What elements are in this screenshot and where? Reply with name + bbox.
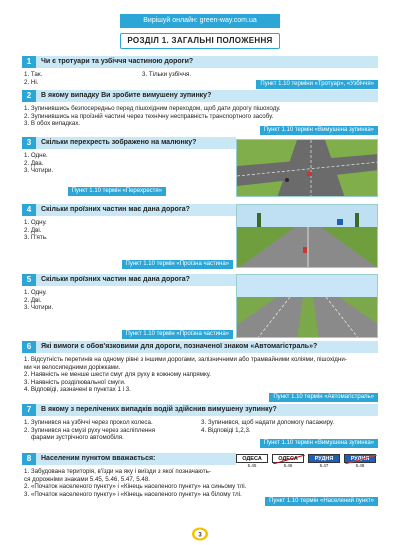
question-number: 3: [22, 137, 36, 149]
answer-item[interactable]: 3. «Початок населеного пункту» і «Кінець населеного пункту» на білому тлі.: [24, 490, 242, 498]
answer-list: [22, 465, 378, 498]
intersection-drawing: [237, 140, 378, 197]
page-number-badge: [191, 526, 209, 540]
rule-reference: Пункт 1.10 термін «Перехрестя»: [68, 187, 166, 196]
answer-item[interactable]: 4. Відповіді 1,2,3.: [201, 426, 251, 434]
question-number: 4: [22, 204, 36, 216]
answer-item[interactable]: 2. Наявність не менше шести смуг для руху в кожному напрямку.: [24, 371, 212, 379]
question-number: 8: [22, 453, 36, 465]
settlement-signs: [236, 454, 376, 469]
answer-item[interactable]: 2. Зупинився на смузі руху через засліплення: [24, 426, 156, 434]
question-4: [22, 204, 378, 267]
rule-reference: Пункт 1.10 термін «Населений пункт»: [265, 497, 378, 506]
answer-item-continued: фарами зустрічного автомобіля.: [31, 434, 124, 442]
answer-item[interactable]: 3. В обох випадках.: [24, 120, 81, 128]
answer-item[interactable]: 1. Одну.: [24, 289, 47, 296]
road-drawing: [237, 205, 378, 268]
rule-reference: Пункт 1.10 термін «Вимушена зупинка»: [260, 439, 378, 448]
question-text: Скільки проїзних частин має дана дорога?: [36, 204, 236, 216]
answer-list: [22, 102, 378, 128]
answer-item[interactable]: 2. «Початок населеного пункту» і «Кінець населеного пункту» на синьому тлі.: [24, 483, 247, 491]
answer-item[interactable]: 1. Забудована територія, в'їзди на яку і виїзди з якої позначають-: [24, 468, 211, 475]
road-illustration: [236, 204, 378, 268]
answer-item[interactable]: 3. Чотири.: [24, 167, 54, 175]
question-text: В якому випадку Ви зробите вимушену зупинку?: [36, 90, 378, 102]
sign-plate: ОДЕСА: [236, 454, 268, 463]
answer-item[interactable]: 1. Так.: [24, 71, 43, 78]
question-text: Скільки перехресть зображено на малюнку?: [36, 137, 236, 149]
question-number: 2: [22, 90, 36, 102]
intersection-illustration: [236, 139, 378, 197]
answer-item[interactable]: 1. Одне.: [24, 152, 48, 159]
highway-illustration: [236, 274, 378, 338]
rule-reference: Пункт 1.10 термін «Вимушена зупинка»: [260, 126, 378, 135]
section-title: РОЗДІЛ 1. ЗАГАЛЬНІ ПОЛОЖЕННЯ: [120, 33, 280, 49]
answer-item[interactable]: 2. Дві.: [24, 226, 42, 234]
answer-item-continued: ся дорожніми знаками 5.45, 5.46, 5.47, 5.48.: [24, 475, 151, 483]
answer-item[interactable]: 1. Одну.: [24, 219, 47, 226]
sign-plate-text: РУДНЯ: [350, 456, 370, 462]
question-number: 7: [22, 404, 36, 416]
question-number: 1: [22, 56, 36, 68]
question-text: Скільки проїзних частин має дана дорога?: [36, 274, 236, 286]
question-7: [22, 404, 378, 446]
answer-list: [22, 416, 378, 442]
site-banner[interactable]: Вирішуй онлайн: green-way.com.ua: [120, 14, 280, 28]
rule-reference: Пункт 1.10 терміни «Тротуар», «Узбіччя»: [256, 80, 378, 89]
question-text: Населеним пунктом вважається:: [36, 453, 236, 465]
sign-code: 5.45: [247, 463, 257, 468]
sign-code: 5.47: [319, 463, 329, 468]
page-ring-icon: [191, 527, 209, 541]
question-6: [22, 341, 378, 400]
sign-code: 5.48: [355, 463, 365, 468]
strike-line: [345, 455, 377, 464]
question-text: Чи є тротуари та узбіччя частиною дороги?: [36, 56, 378, 68]
sign-code: 5.46: [283, 463, 293, 468]
answer-item[interactable]: 4. Відповіді, зазначені в пунктах 1 і 3.: [24, 386, 131, 394]
answer-item[interactable]: 3. Наявність розділювальної смуги.: [24, 378, 126, 386]
sign-5-47: [308, 454, 340, 469]
question-5: [22, 274, 378, 337]
sign-plate-crossed: [344, 454, 376, 463]
sign-5-48: [344, 454, 376, 469]
sign-5-45: [236, 454, 268, 469]
answer-item[interactable]: 2. Дві.: [24, 296, 42, 304]
answer-item[interactable]: 1. Зупинився на узбіччі через прокол колеса.: [24, 419, 153, 426]
question-number: 6: [22, 341, 36, 353]
answer-item[interactable]: 2. Два.: [24, 159, 44, 167]
sign-plate-crossed: [272, 454, 304, 463]
question-2: [22, 90, 378, 133]
answer-item[interactable]: 1. Відсутність перетинів на одному рівні з іншими дорогами, залізничними або трамвайними коліями, пішохідни-: [24, 356, 347, 363]
answer-item[interactable]: 1. Зупинившись безпосередньо перед пішохідним переходом, щоб дати дорогу пішоходу.: [24, 105, 281, 112]
sign-plate: РУДНЯ: [308, 454, 340, 463]
question-1: [22, 56, 378, 86]
answer-item[interactable]: 3. Тільки узбіччя.: [142, 71, 192, 78]
question-number: 5: [22, 274, 36, 286]
question-text: Які вимоги є обов'язковими для дороги, позначеної знаком «Автомагістраль»?: [36, 341, 378, 353]
sign-5-46: [272, 454, 304, 469]
rule-reference: Пункт 1.10 термін «Проїзна частина»: [122, 260, 233, 269]
rule-reference: Пункт 1.10 термін «Автомагістраль»: [269, 393, 378, 402]
question-8: [22, 453, 378, 504]
answer-item[interactable]: 3. П'ять.: [24, 234, 48, 242]
answer-item-continued: ми чи велосипедними доріжками.: [24, 363, 121, 371]
strike-line: [273, 455, 305, 464]
highway-drawing: [237, 275, 378, 338]
rule-reference: Пункт 1.10 термін «Проїзна частина»: [122, 330, 233, 339]
answer-item[interactable]: 3. Чотири.: [24, 304, 54, 312]
page-number: 3: [198, 532, 202, 539]
sign-plate-text: ОДЕСА: [278, 456, 298, 462]
question-text: В якому з перелічених випадків водій здійснив вимушену зупинку?: [36, 404, 378, 416]
question-3: [22, 137, 378, 194]
answer-item[interactable]: 3. Зупинився, щоб надати допомогу пасажиру.: [201, 419, 335, 426]
answer-item[interactable]: 2. Ні.: [24, 78, 39, 86]
answer-item[interactable]: 2. Зупинившись на проїзній частині через технічну несправність транспортного засобу.: [24, 112, 274, 120]
answer-list: [22, 353, 378, 394]
